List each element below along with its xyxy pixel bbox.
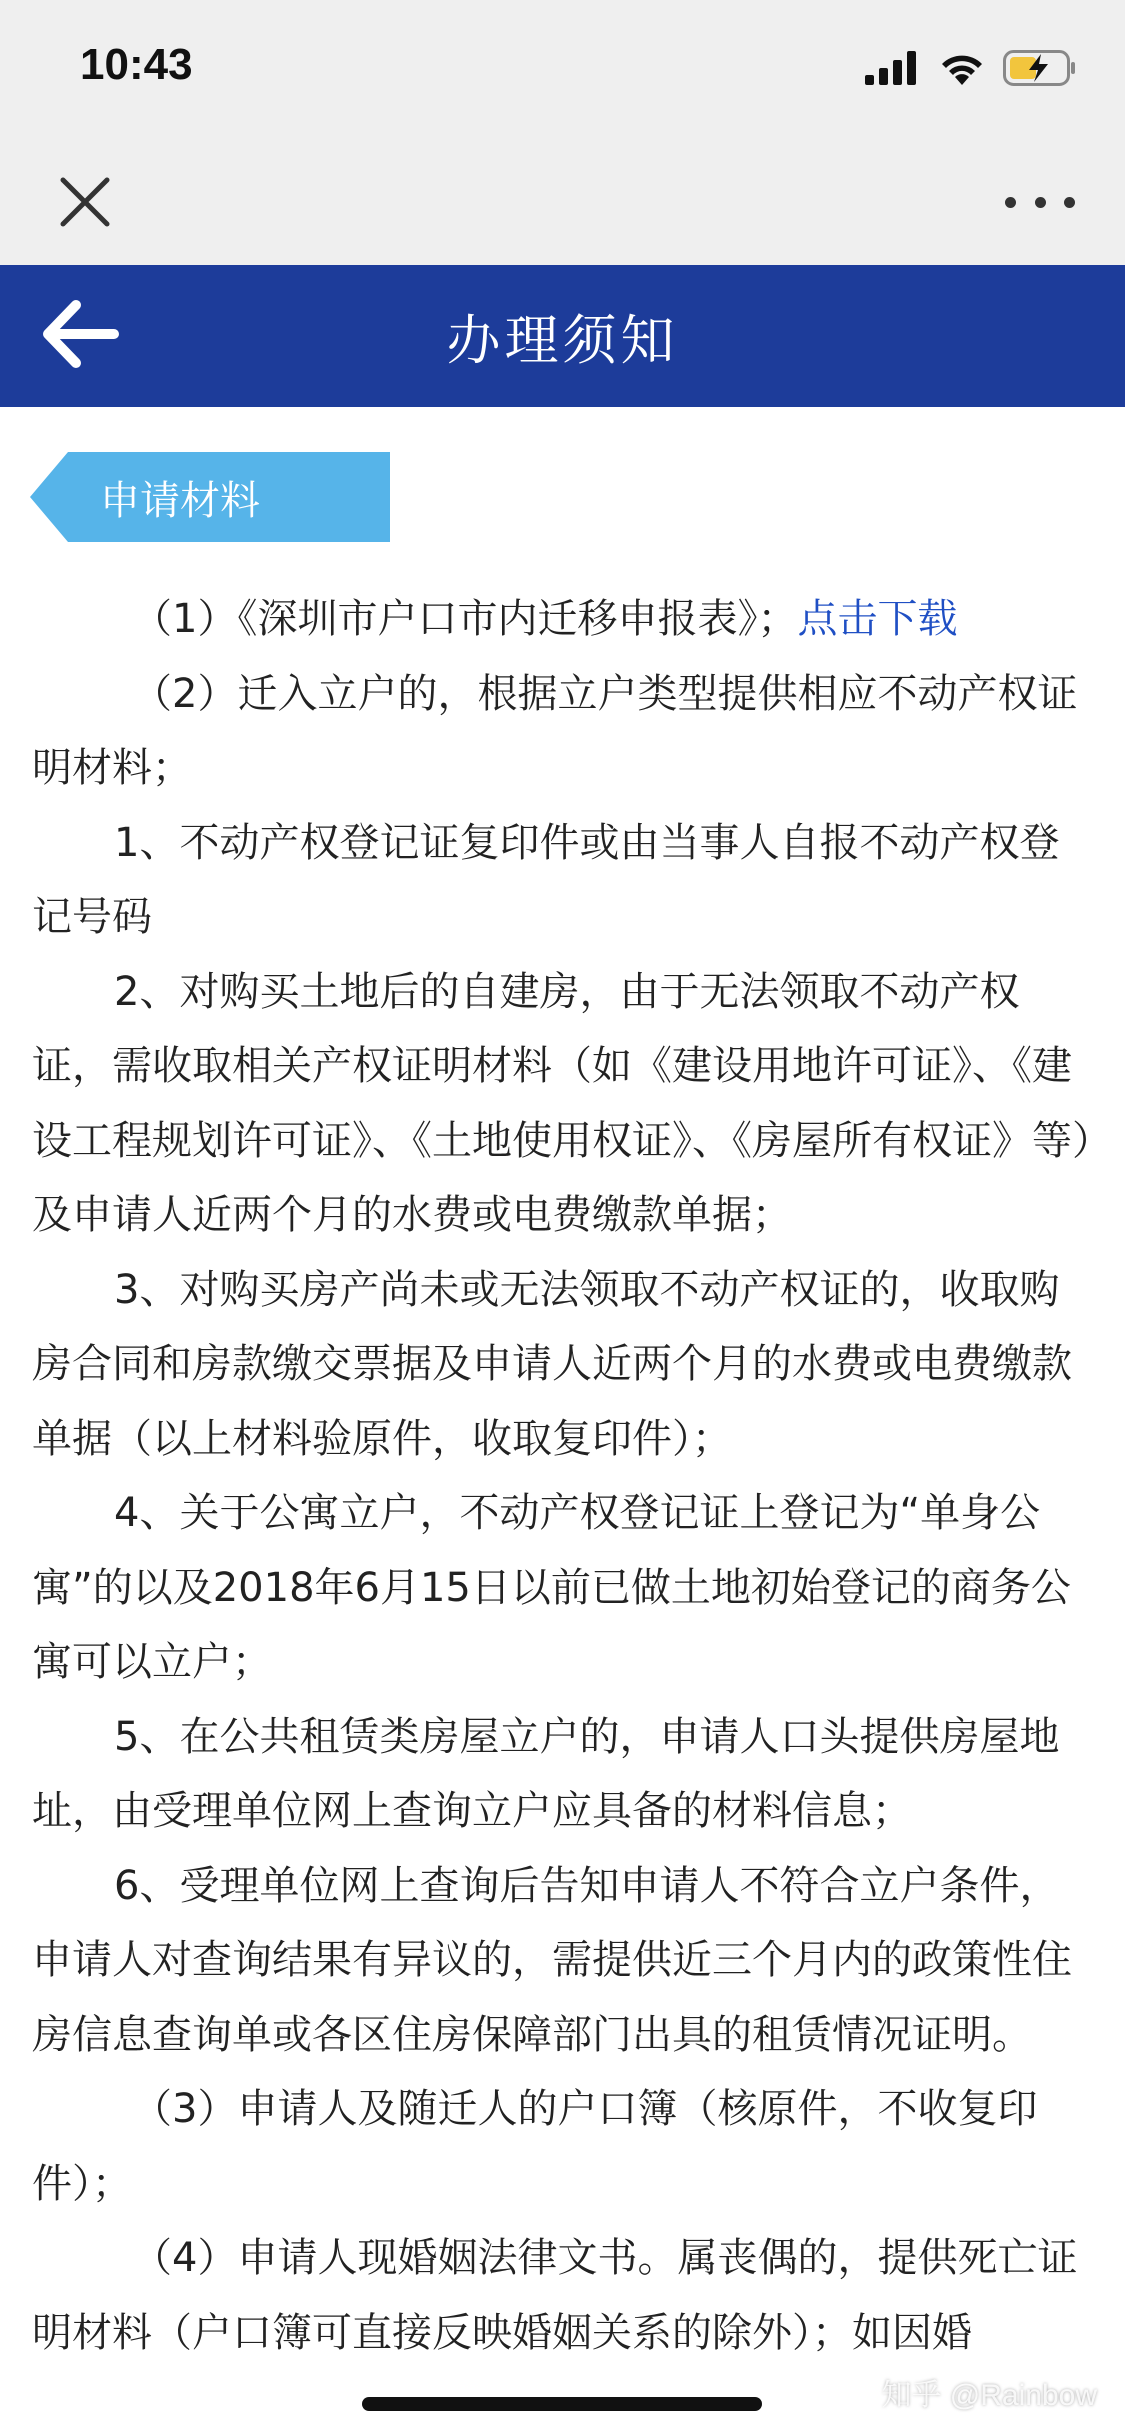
wifi-icon xyxy=(939,51,985,85)
sub-item-4: 4、关于公寓立户，不动产权登记证上登记为“单身公寓”的以及2018年6月15日以前已做土地初始登记的商务公寓可以立户； xyxy=(32,1490,1071,1685)
browser-nav-bar xyxy=(0,140,1125,265)
status-bar xyxy=(0,0,1125,140)
item-4: （4）申请人现婚姻法律文书。属丧偶的，提供死亡证明材料（户口簿可直接反映婚姻关系的除外）；如因婚 xyxy=(32,2235,1078,2356)
battery-charging-icon xyxy=(1003,50,1077,86)
status-icons xyxy=(865,48,1077,88)
item-3: （3）申请人及随迁人的户口簿（核原件，不收复印件）； xyxy=(32,2086,1038,2207)
cellular-signal-icon xyxy=(865,51,921,85)
sub-item-2: 2、对购买土地后的自建房，由于无法领取不动产权证，需收取相关产权证明材料（如《建设用地许可证》、《建设工程规划许可证》、《土地使用权证》、《房屋所有权证》等）及申请人近两个月的水费或电费缴款单据； xyxy=(32,968,1092,1238)
status-time: 10:43 xyxy=(80,40,193,89)
close-button[interactable] xyxy=(55,172,115,232)
more-icon xyxy=(1005,197,1016,208)
sub-item-1: 1、不动产权登记证复印件或由当事人自报不动产权登记号码 xyxy=(32,819,1060,940)
sub-item-6: 6、受理单位网上查询后告知申请人不符合立户条件，申请人对查询结果有异议的，需提供近三个月内的政策性住房信息查询单或各区住房保障部门出具的租赁情况证明。 xyxy=(32,1862,1072,2058)
home-indicator[interactable] xyxy=(362,2397,762,2411)
content-body xyxy=(32,582,1094,2370)
back-arrow-icon xyxy=(40,299,120,369)
back-button[interactable] xyxy=(40,299,120,369)
more-button[interactable] xyxy=(1005,182,1075,222)
section-tag xyxy=(30,452,390,542)
sub-item-5: 5、在公共租赁类房屋立户的，申请人口头提供房屋地址，由受理单位网上查询立户应具备的材料信息； xyxy=(32,1713,1060,1834)
download-link[interactable]: 点击下载 xyxy=(797,596,958,642)
page-header xyxy=(0,265,1125,407)
close-icon xyxy=(55,172,115,232)
item-2: （2）迁入立户的，根据立户类型提供相应不动产权证明材料； xyxy=(32,670,1078,791)
section-tag-label: 申请材料 xyxy=(100,477,260,524)
watermark: 知乎 @Rainbow xyxy=(881,2379,1097,2412)
item-1 xyxy=(32,582,1094,657)
sub-item-3: 3、对购买房产尚未或无法领取不动产权证的，收取购房合同和房款缴交票据及申请人近两个月的水费或电费缴款单据（以上材料验原件，收取复印件）； xyxy=(32,1266,1072,1462)
page-title: 办理须知 xyxy=(446,308,679,372)
item-1-text: （1）《深圳市户口市内迁移申报表》； xyxy=(132,596,798,642)
